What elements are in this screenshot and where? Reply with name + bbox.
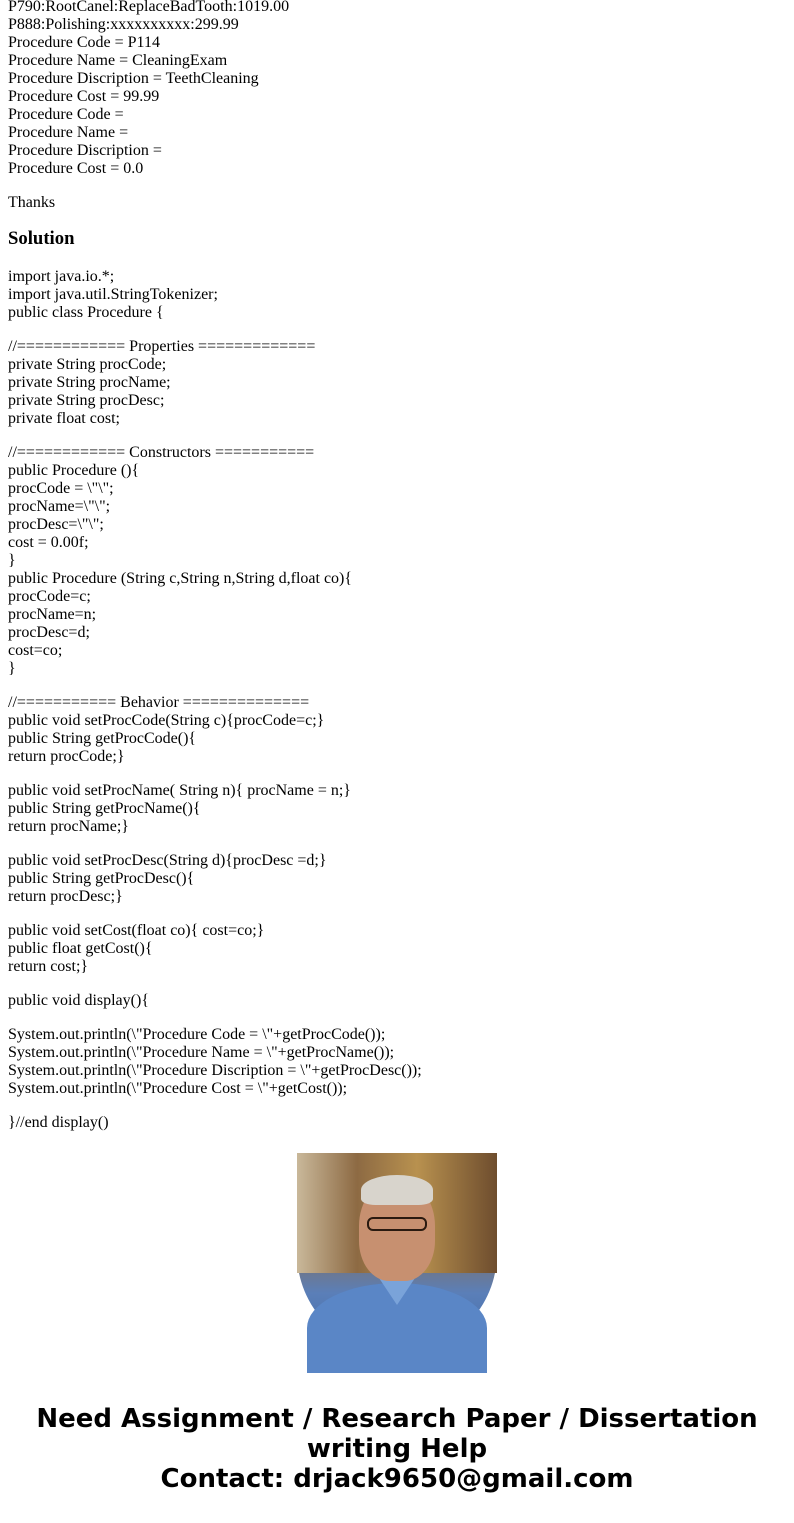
output-line: Procedure Cost = 99.99 — [8, 88, 160, 105]
code-line: } — [8, 552, 16, 569]
code-line: } — [8, 660, 16, 677]
code-line: procName=n; — [8, 606, 97, 623]
code-line: public String getProcName(){ — [8, 800, 201, 817]
code-line: public float getCost(){ — [8, 940, 153, 957]
code-paragraph — [8, 992, 778, 1010]
output-line: P888:Polishing:xxxxxxxxxx:299.99 — [8, 16, 239, 33]
avatar-glasses — [367, 1217, 427, 1231]
program-output — [8, 0, 778, 178]
code-line: public void setCost(float co){ cost=co;} — [8, 922, 265, 939]
code-line: public Procedure (){ — [8, 462, 140, 479]
code-line: procDesc=\"\"; — [8, 516, 104, 533]
code-line: private float cost; — [8, 410, 120, 427]
output-line: Procedure Cost = 0.0 — [8, 160, 144, 177]
code-line: public void setProcName( String n){ procName = n;} — [8, 782, 351, 799]
output-line: Procedure Name = CleaningExam — [8, 52, 228, 69]
code-line: procDesc=d; — [8, 624, 90, 641]
promo-line-1: Need Assignment / Research Paper / Dissertation — [36, 1404, 758, 1434]
code-line: //============ Constructors =========== — [8, 444, 315, 461]
code-paragraph — [8, 782, 778, 836]
code-line: return procCode;} — [8, 748, 125, 765]
code-paragraph — [8, 852, 778, 906]
code-line: private String procName; — [8, 374, 171, 391]
code-line: procCode = \"\"; — [8, 480, 114, 497]
code-line: public void setProcDesc(String d){procDesc =d;} — [8, 852, 327, 869]
code-line: System.out.println(\"Procedure Code = \"+getProcCode()); — [8, 1026, 386, 1043]
code-line: public String getProcCode(){ — [8, 730, 197, 747]
output-line: Procedure Code = — [8, 106, 124, 123]
solution-heading: Solution — [8, 228, 75, 249]
code-line: import java.util.StringTokenizer; — [8, 286, 218, 303]
code-line: System.out.println(\"Procedure Name = \"+getProcName()); — [8, 1044, 395, 1061]
code-line: public void setProcCode(String c){procCode=c;} — [8, 712, 325, 729]
output-line: Procedure Discription = — [8, 142, 162, 159]
code-line: import java.io.*; — [8, 268, 115, 285]
code-line: procCode=c; — [8, 588, 91, 605]
code-line: System.out.println(\"Procedure Cost = \"+getCost()); — [8, 1080, 348, 1097]
output-line: Procedure Code = P114 — [8, 34, 160, 51]
code-line: public Procedure (String c,String n,String d,float co){ — [8, 570, 353, 587]
promo-contact: Contact: drjack9650@gmail.com — [160, 1464, 634, 1494]
promo-line-2: writing Help — [306, 1434, 488, 1464]
avatar-hair — [361, 1175, 433, 1205]
code-paragraph — [8, 1114, 778, 1132]
output-line: Procedure Discription = TeethCleaning — [8, 70, 259, 87]
code-paragraph — [8, 268, 778, 322]
code-line: cost=co; — [8, 642, 63, 659]
code-line: //============ Properties ============= — [8, 338, 316, 355]
code-line: return procDesc;} — [8, 888, 123, 905]
code-line: cost = 0.00f; — [8, 534, 89, 551]
code-paragraph — [8, 922, 778, 976]
thanks-line: Thanks — [8, 194, 56, 211]
document-content — [8, 0, 778, 1131]
code-paragraph — [8, 338, 778, 428]
code-line: procName=\"\"; — [8, 498, 111, 515]
code-line: return cost;} — [8, 958, 89, 975]
thanks-text — [8, 194, 778, 212]
code-line: }//end display() — [8, 1114, 109, 1131]
author-avatar — [297, 1153, 497, 1353]
code-line: public class Procedure { — [8, 304, 164, 321]
solution-code — [8, 268, 778, 1132]
code-paragraph — [8, 694, 778, 766]
code-line: public String getProcDesc(){ — [8, 870, 195, 887]
code-line: public void display(){ — [8, 992, 149, 1009]
code-line: return procName;} — [8, 818, 129, 835]
output-line: P790:RootCanel:ReplaceBadTooth:1019.00 — [8, 0, 290, 15]
code-line: private String procDesc; — [8, 392, 165, 409]
code-paragraph — [8, 1026, 778, 1098]
output-line: Procedure Name = — [8, 124, 129, 141]
promo-banner — [0, 1404, 794, 1494]
code-line: private String procCode; — [8, 356, 167, 373]
code-paragraph — [8, 444, 778, 678]
code-line: //=========== Behavior ============== — [8, 694, 310, 711]
code-line: System.out.println(\"Procedure Discription = \"+getProcDesc()); — [8, 1062, 422, 1079]
